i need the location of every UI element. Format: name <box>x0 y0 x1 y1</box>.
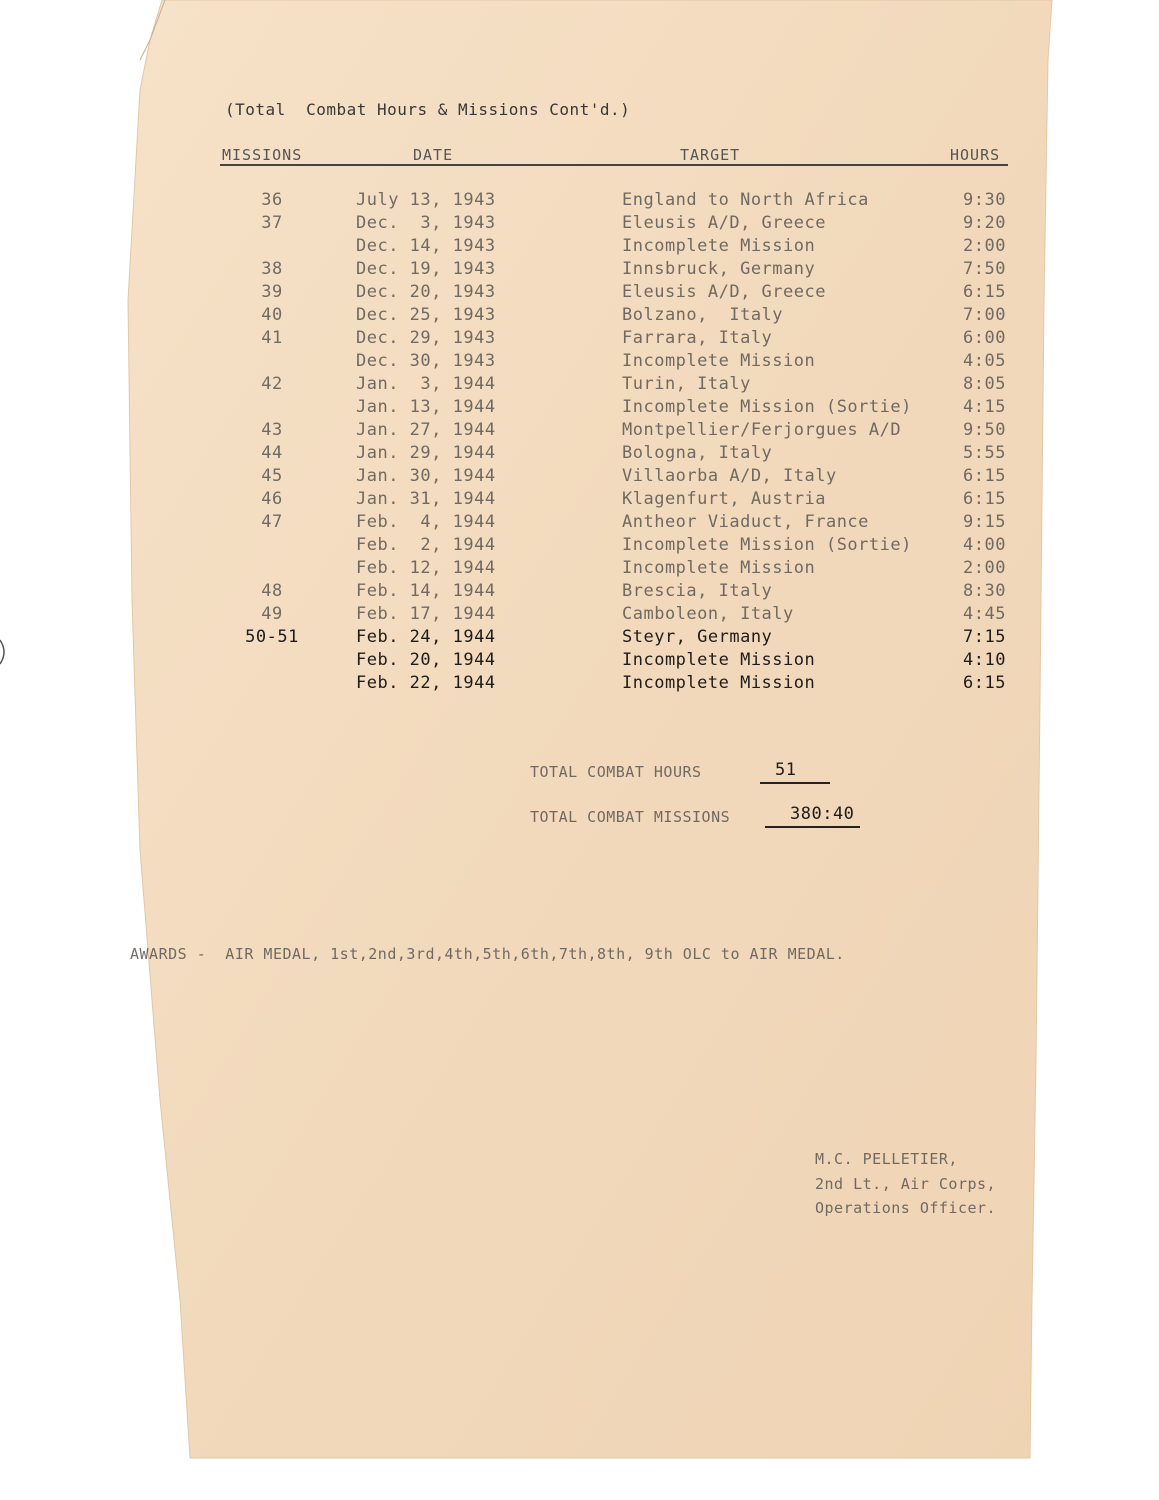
mission-number: 44 <box>261 443 283 463</box>
signature-name: M.C. PELLETIER, <box>815 1150 958 1168</box>
table-row <box>0 512 1159 534</box>
mission-date: Feb. 4, 1944 <box>356 512 496 532</box>
mission-date: Dec. 19, 1943 <box>356 259 496 279</box>
mission-target: Incomplete Mission (Sortie) <box>622 535 912 555</box>
mission-number: 36 <box>261 190 283 210</box>
table-row <box>0 328 1159 350</box>
mission-target: Steyr, Germany <box>622 627 773 647</box>
table-row <box>0 236 1159 258</box>
mission-number: 43 <box>261 420 283 440</box>
mission-date: Feb. 12, 1944 <box>356 558 496 578</box>
table-row <box>0 351 1159 373</box>
mission-hours: 9:30 <box>963 190 1006 210</box>
signature-title: Operations Officer. <box>815 1199 997 1217</box>
mission-hours: 2:00 <box>963 236 1006 256</box>
table-row <box>0 259 1159 281</box>
mission-hours: 4:45 <box>963 604 1006 624</box>
total-missions-label: TOTAL COMBAT MISSIONS <box>530 808 731 826</box>
signature-rank: 2nd Lt., Air Corps, <box>815 1175 997 1193</box>
mission-number: 47 <box>261 512 283 532</box>
mission-date: Jan. 3, 1944 <box>356 374 496 394</box>
table-row <box>0 650 1159 672</box>
mission-hours: 2:00 <box>963 558 1006 578</box>
mission-hours: 7:50 <box>963 259 1006 279</box>
column-header-missions: MISSIONS <box>222 146 303 164</box>
mission-date: Jan. 27, 1944 <box>356 420 496 440</box>
mission-date: Dec. 3, 1943 <box>356 213 496 233</box>
mission-target: Brescia, Italy <box>622 581 773 601</box>
mission-target: Antheor Viaduct, France <box>622 512 869 532</box>
mission-hours: 9:20 <box>963 213 1006 233</box>
table-row <box>0 489 1159 511</box>
table-row <box>0 213 1159 235</box>
mission-hours: 8:30 <box>963 581 1006 601</box>
mission-target: Montpellier/Ferjorgues A/D <box>622 420 902 440</box>
table-row <box>0 282 1159 304</box>
mission-number: 45 <box>261 466 283 486</box>
mission-hours: 5:55 <box>963 443 1006 463</box>
column-header-hours: HOURS <box>950 146 1001 164</box>
mission-hours: 4:05 <box>963 351 1006 371</box>
mission-number: 42 <box>261 374 283 394</box>
total-hours-label: TOTAL COMBAT HOURS <box>530 763 702 781</box>
mission-hours: 6:15 <box>963 673 1006 693</box>
table-row <box>0 443 1159 465</box>
mission-date: Jan. 30, 1944 <box>356 466 496 486</box>
awards-line: AWARDS - AIR MEDAL, 1st,2nd,3rd,4th,5th,6th,7th,8th, 9th OLC to AIR MEDAL. <box>130 945 845 963</box>
table-row <box>0 305 1159 327</box>
table-row <box>0 190 1159 212</box>
mission-hours: 9:50 <box>963 420 1006 440</box>
mission-number: 40 <box>261 305 283 325</box>
mission-target: Turin, Italy <box>622 374 751 394</box>
mission-date: Dec. 30, 1943 <box>356 351 496 371</box>
total-hours-underline <box>760 782 830 784</box>
mission-date: Feb. 2, 1944 <box>356 535 496 555</box>
mission-hours: 7:00 <box>963 305 1006 325</box>
table-row <box>0 466 1159 488</box>
mission-hours: 6:15 <box>963 282 1006 302</box>
mission-target: Incomplete Mission <box>622 558 816 578</box>
mission-number: 48 <box>261 581 283 601</box>
mission-target: Eleusis A/D, Greece <box>622 213 826 233</box>
header-underline <box>220 164 1008 166</box>
mission-target: Innsbruck, Germany <box>622 259 816 279</box>
mission-number: 46 <box>261 489 283 509</box>
mission-hours: 4:00 <box>963 535 1006 555</box>
mission-date: Dec. 25, 1943 <box>356 305 496 325</box>
table-row <box>0 535 1159 557</box>
mission-number: 50-51 <box>245 627 299 647</box>
mission-target: Camboleon, Italy <box>622 604 794 624</box>
mission-target: Incomplete Mission <box>622 236 816 256</box>
total-hours-value: 51 <box>775 760 797 780</box>
column-header-date: DATE <box>413 146 454 164</box>
table-row <box>0 673 1159 695</box>
table-row <box>0 558 1159 580</box>
mission-number: 38 <box>261 259 283 279</box>
mission-date: Dec. 20, 1943 <box>356 282 496 302</box>
mission-number: 37 <box>261 213 283 233</box>
mission-date: Feb. 14, 1944 <box>356 581 496 601</box>
mission-target: Klagenfurt, Austria <box>622 489 826 509</box>
mission-date: Jan. 29, 1944 <box>356 443 496 463</box>
mission-hours: 9:15 <box>963 512 1006 532</box>
mission-target: England to North Africa <box>622 190 869 210</box>
mission-hours: 8:05 <box>963 374 1006 394</box>
mission-number: 41 <box>261 328 283 348</box>
table-row <box>0 374 1159 396</box>
mission-hours: 7:15 <box>963 627 1006 647</box>
mission-date: Jan. 31, 1944 <box>356 489 496 509</box>
total-missions-underline <box>765 826 860 828</box>
mission-date: Feb. 20, 1944 <box>356 650 496 670</box>
mission-date: July 13, 1943 <box>356 190 496 210</box>
mission-date: Dec. 14, 1943 <box>356 236 496 256</box>
mission-hours: 6:00 <box>963 328 1006 348</box>
mission-target: Farrara, Italy <box>622 328 773 348</box>
mission-target: Incomplete Mission <box>622 650 816 670</box>
mission-target: Eleusis A/D, Greece <box>622 282 826 302</box>
total-missions-value: 380:40 <box>790 804 855 824</box>
mission-number: 39 <box>261 282 283 302</box>
mission-target: Villaorba A/D, Italy <box>622 466 837 486</box>
table-row <box>0 581 1159 603</box>
mission-number: 49 <box>261 604 283 624</box>
mission-date: Jan. 13, 1944 <box>356 397 496 417</box>
mission-date: Dec. 29, 1943 <box>356 328 496 348</box>
mission-target: Incomplete Mission (Sortie) <box>622 397 912 417</box>
mission-target: Incomplete Mission <box>622 351 816 371</box>
table-row <box>0 604 1159 626</box>
mission-target: Incomplete Mission <box>622 673 816 693</box>
table-row <box>0 397 1159 419</box>
mission-hours: 6:15 <box>963 489 1006 509</box>
mission-date: Feb. 22, 1944 <box>356 673 496 693</box>
table-row <box>0 420 1159 442</box>
mission-target: Bologna, Italy <box>622 443 773 463</box>
page-title: (Total Combat Hours & Missions Cont'd.) <box>225 100 631 119</box>
mission-date: Feb. 24, 1944 <box>356 627 496 647</box>
column-header-target: TARGET <box>680 146 741 164</box>
mission-hours: 4:15 <box>963 397 1006 417</box>
mission-date: Feb. 17, 1944 <box>356 604 496 624</box>
table-row <box>0 627 1159 649</box>
mission-target: Bolzano, Italy <box>622 305 784 325</box>
mission-hours: 6:15 <box>963 466 1006 486</box>
mission-hours: 4:10 <box>963 650 1006 670</box>
